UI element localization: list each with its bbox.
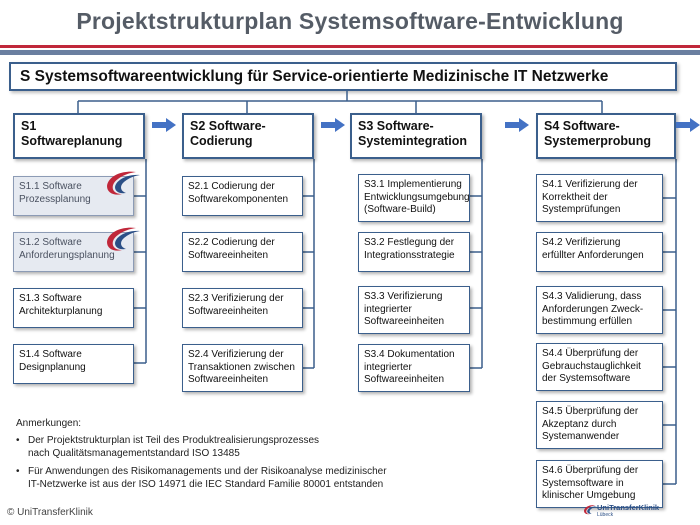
swoosh-logo-icon xyxy=(102,169,142,199)
task-box-s3-4 xyxy=(358,344,470,392)
task-line: integrierter xyxy=(364,303,412,315)
task-box-s2-4 xyxy=(182,344,303,392)
swoosh-logo-icon xyxy=(582,503,598,517)
column-head-line: S1 xyxy=(21,119,37,133)
task-line: S4.1 Verifizierung der xyxy=(542,179,638,190)
task-line: Systemanwender xyxy=(542,431,620,442)
task-line: Designplanung xyxy=(19,361,86,373)
task-line: Architekturplanung xyxy=(19,305,103,317)
arrow-right-icon xyxy=(321,118,345,132)
task-line: S1.2 Software xyxy=(19,237,82,248)
task-line: Softwareeinheiten xyxy=(188,305,269,317)
task-line: S2.4 Verifizierung der xyxy=(188,349,284,360)
note-item xyxy=(16,434,421,460)
task-box-s3-3 xyxy=(358,286,470,334)
task-line: Systemsoftware in xyxy=(542,477,624,489)
task-line: Entwicklungsumgebung xyxy=(364,191,470,203)
unitransferklinik-logo xyxy=(582,501,662,521)
logo-sub: Lübeck xyxy=(597,512,614,518)
note-line: Für Anwendungen des Risikomanagements und der Risikoanalyse medizinischer xyxy=(28,466,387,477)
column-head-line: Systemintegration xyxy=(358,134,468,148)
task-line: der Systemsoftware xyxy=(542,373,631,384)
swoosh-logo-icon xyxy=(102,225,142,255)
arrow-right-icon xyxy=(676,118,700,132)
task-line: S2.3 Verifizierung der xyxy=(188,293,284,304)
task-line: S4.4 Überprüfung der xyxy=(542,348,639,359)
task-line: integrierter xyxy=(364,361,412,373)
title-band-red xyxy=(0,45,700,48)
task-line: Prozessplanung xyxy=(19,193,91,205)
task-line: Anforderungsplanung xyxy=(19,249,115,261)
task-line: Korrektheit der xyxy=(542,191,608,203)
task-line: S4.5 Überprüfung der xyxy=(542,406,639,417)
task-box-s2-2 xyxy=(182,232,303,272)
task-box-s4-5 xyxy=(536,401,663,449)
arrow-right-icon xyxy=(505,118,529,132)
column-head-s4 xyxy=(536,113,676,159)
task-line: Integrationsstrategie xyxy=(364,249,455,261)
column-head-line: Softwareplanung xyxy=(21,134,123,148)
bullet: • xyxy=(16,435,20,446)
bullet: • xyxy=(16,466,20,477)
task-line: Akzeptanz durch xyxy=(542,418,617,430)
task-line: Softwareeinheiten xyxy=(364,316,445,327)
task-line: S3.4 Dokumentation xyxy=(364,349,455,360)
page-title: Projektstrukturplan Systemsoftware-Entwicklung xyxy=(76,8,624,34)
note-line: nach Qualitätsmanagementstandard ISO 13485 xyxy=(28,448,240,459)
root-node: S Systemsoftwareentwicklung für Service-orientierte Medizinische IT Netzwerke xyxy=(9,62,677,91)
column-head-s2 xyxy=(182,113,314,159)
task-box-s3-2 xyxy=(358,232,470,272)
task-line: S3.1 Implementierung xyxy=(364,179,462,190)
task-line: S3.3 Verifizierung xyxy=(364,291,443,302)
task-line: (Software-Build) xyxy=(364,204,436,215)
task-line: Transaktionen zwischen xyxy=(188,361,295,373)
task-line: bestimmung erfüllen xyxy=(542,316,633,327)
task-line: Softwareeinheiten xyxy=(364,374,445,385)
task-box-s3-1 xyxy=(358,174,470,222)
column-head-s1 xyxy=(13,113,145,159)
column-head-line: Systemerprobung xyxy=(544,134,651,148)
notes-block xyxy=(16,417,421,496)
notes-heading: Anmerkungen: xyxy=(16,418,82,429)
task-box-s2-3 xyxy=(182,288,303,328)
task-line: klinischer Umgebung xyxy=(542,490,636,501)
task-line: Anforderungen Zweck- xyxy=(542,303,644,315)
task-box-s2-1 xyxy=(182,176,303,216)
task-line: S2.2 Codierung der xyxy=(188,237,275,248)
arrow-right-icon xyxy=(152,118,176,132)
task-line: S2.1 Codierung der xyxy=(188,181,275,192)
note-line: IT-Netzwerke ist aus der ISO 14971 die IEC Standard Familie 80001 entstanden xyxy=(28,479,384,490)
task-box-s4-2 xyxy=(536,232,663,272)
note-item xyxy=(16,465,421,491)
task-line: S1.3 Software xyxy=(19,293,82,304)
task-box-s1-4 xyxy=(13,344,134,384)
task-line: Gebrauchstauglichkeit xyxy=(542,360,641,372)
column-head-line: S2 Software- xyxy=(190,119,266,133)
task-box-s1-3 xyxy=(13,288,134,328)
task-line: Softwareeinheiten xyxy=(188,374,269,385)
task-line: Softwareeinheiten xyxy=(188,249,269,261)
logo-name: UniTransferKlinik xyxy=(597,503,660,512)
task-line: S4.6 Überprüfung der xyxy=(542,465,639,476)
column-head-line: S3 Software- xyxy=(358,119,434,133)
column-head-s3 xyxy=(350,113,482,159)
task-line: S3.2 Festlegung der xyxy=(364,237,455,248)
task-line: S1.1 Software xyxy=(19,181,82,192)
task-line: S4.2 Verifizierung xyxy=(542,237,621,248)
task-box-s4-3 xyxy=(536,286,663,334)
task-box-s4-4 xyxy=(536,343,663,391)
task-line: S4.3 Validierung, dass xyxy=(542,291,642,302)
task-line: Systemprüfungen xyxy=(542,204,621,215)
column-head-line: S4 Software- xyxy=(544,119,620,133)
task-line: S1.4 Software xyxy=(19,349,82,360)
title-band-blue xyxy=(0,50,700,55)
task-line: Softwarekomponenten xyxy=(188,193,289,205)
task-line: erfüllter Anforderungen xyxy=(542,249,644,261)
copyright: © UniTransferKlinik xyxy=(7,507,93,518)
column-head-line: Codierung xyxy=(190,134,253,148)
note-line: Der Projektstrukturplan ist Teil des Produktrealisierungsprozesses xyxy=(28,435,320,446)
task-box-s4-1 xyxy=(536,174,663,222)
